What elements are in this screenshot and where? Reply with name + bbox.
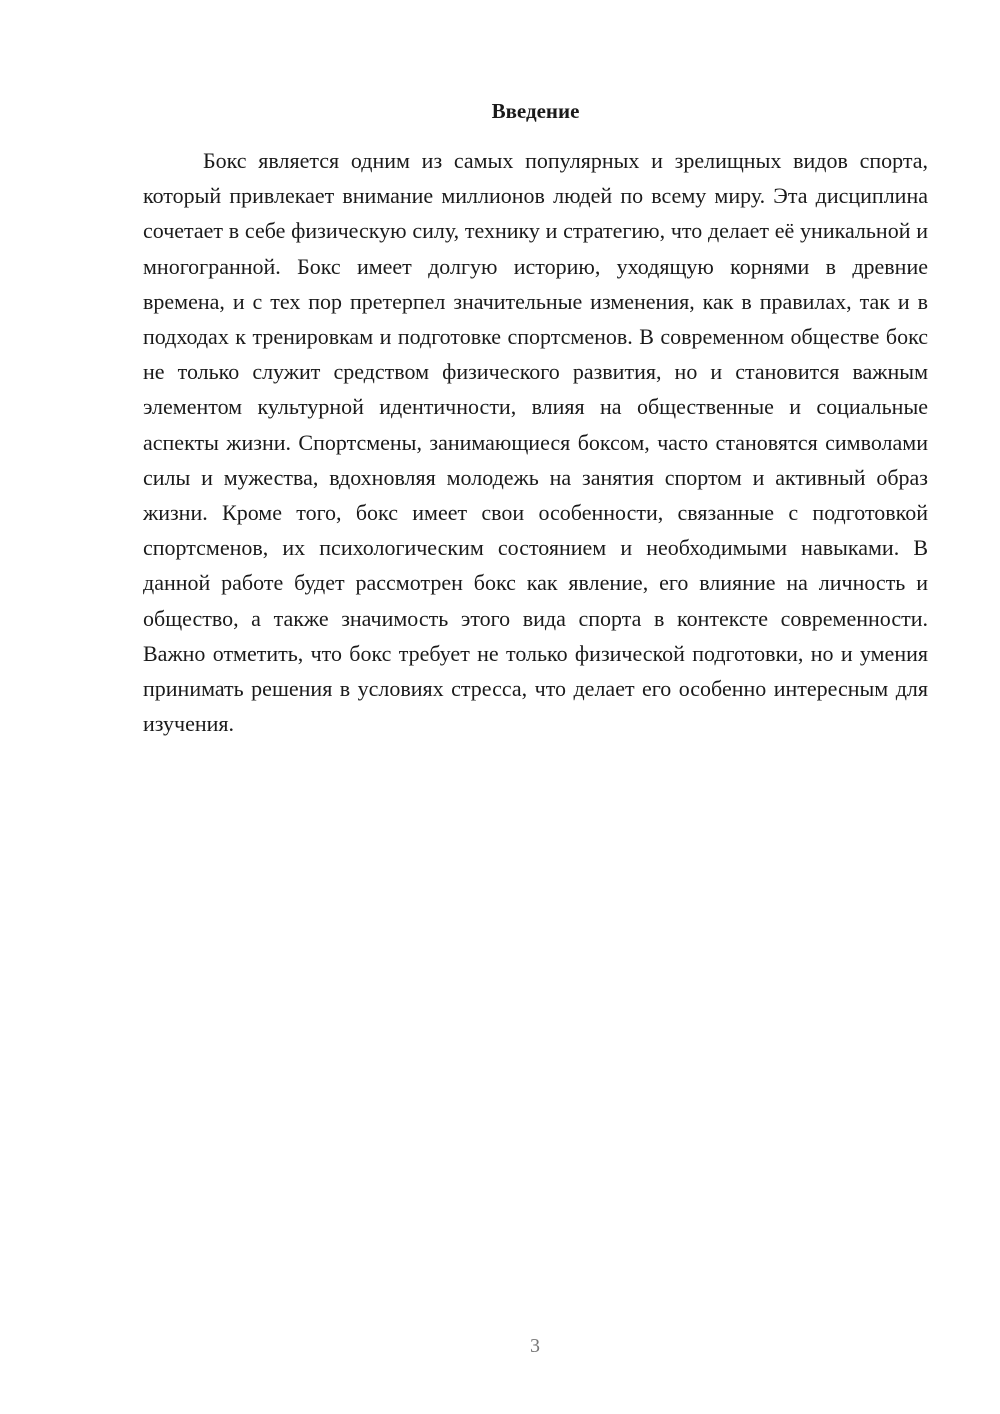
page-number: 3 bbox=[530, 1335, 540, 1357]
section-heading: Введение bbox=[491, 99, 580, 123]
body-paragraph: Бокс является одним из самых популярных и зрелищных видов спорта, который привлекает внимание миллионов людей по всему миру. Эта дисциплина сочетает в себе физическую силу, технику и стратегию, что делает её уникальной и многогранной. Бокс имеет долгую историю, уходящую корнями в древние времена, и с тех пор претерпел значительные изменения, как в правилах, так и в подходах к тренировкам и подготовке спортсменов. В современном обществе бокс не только служит средством физического развития, но и становится важным элементом культурной идентичности, влияя на общественные и социальные аспекты жизни. Спортсмены, занимающиеся боксом, часто становятся символами силы и мужества, вдохновляя молодежь на занятия спортом и активный образ жизни. Кроме того, бокс имеет свои особенности, связанные с подготовкой спортсменов, их психологическим состоянием и необходимыми навыками. В данной работе будет рассмотрен бокс как явление, его влияние на личность и общество, а также значимость этого вида спорта в контексте современности. Важно отметить, что бокс требует не только физической подготовки, но и умения принимать решения в условиях стресса, что делает его особенно интересным для изучения. bbox=[143, 148, 928, 737]
